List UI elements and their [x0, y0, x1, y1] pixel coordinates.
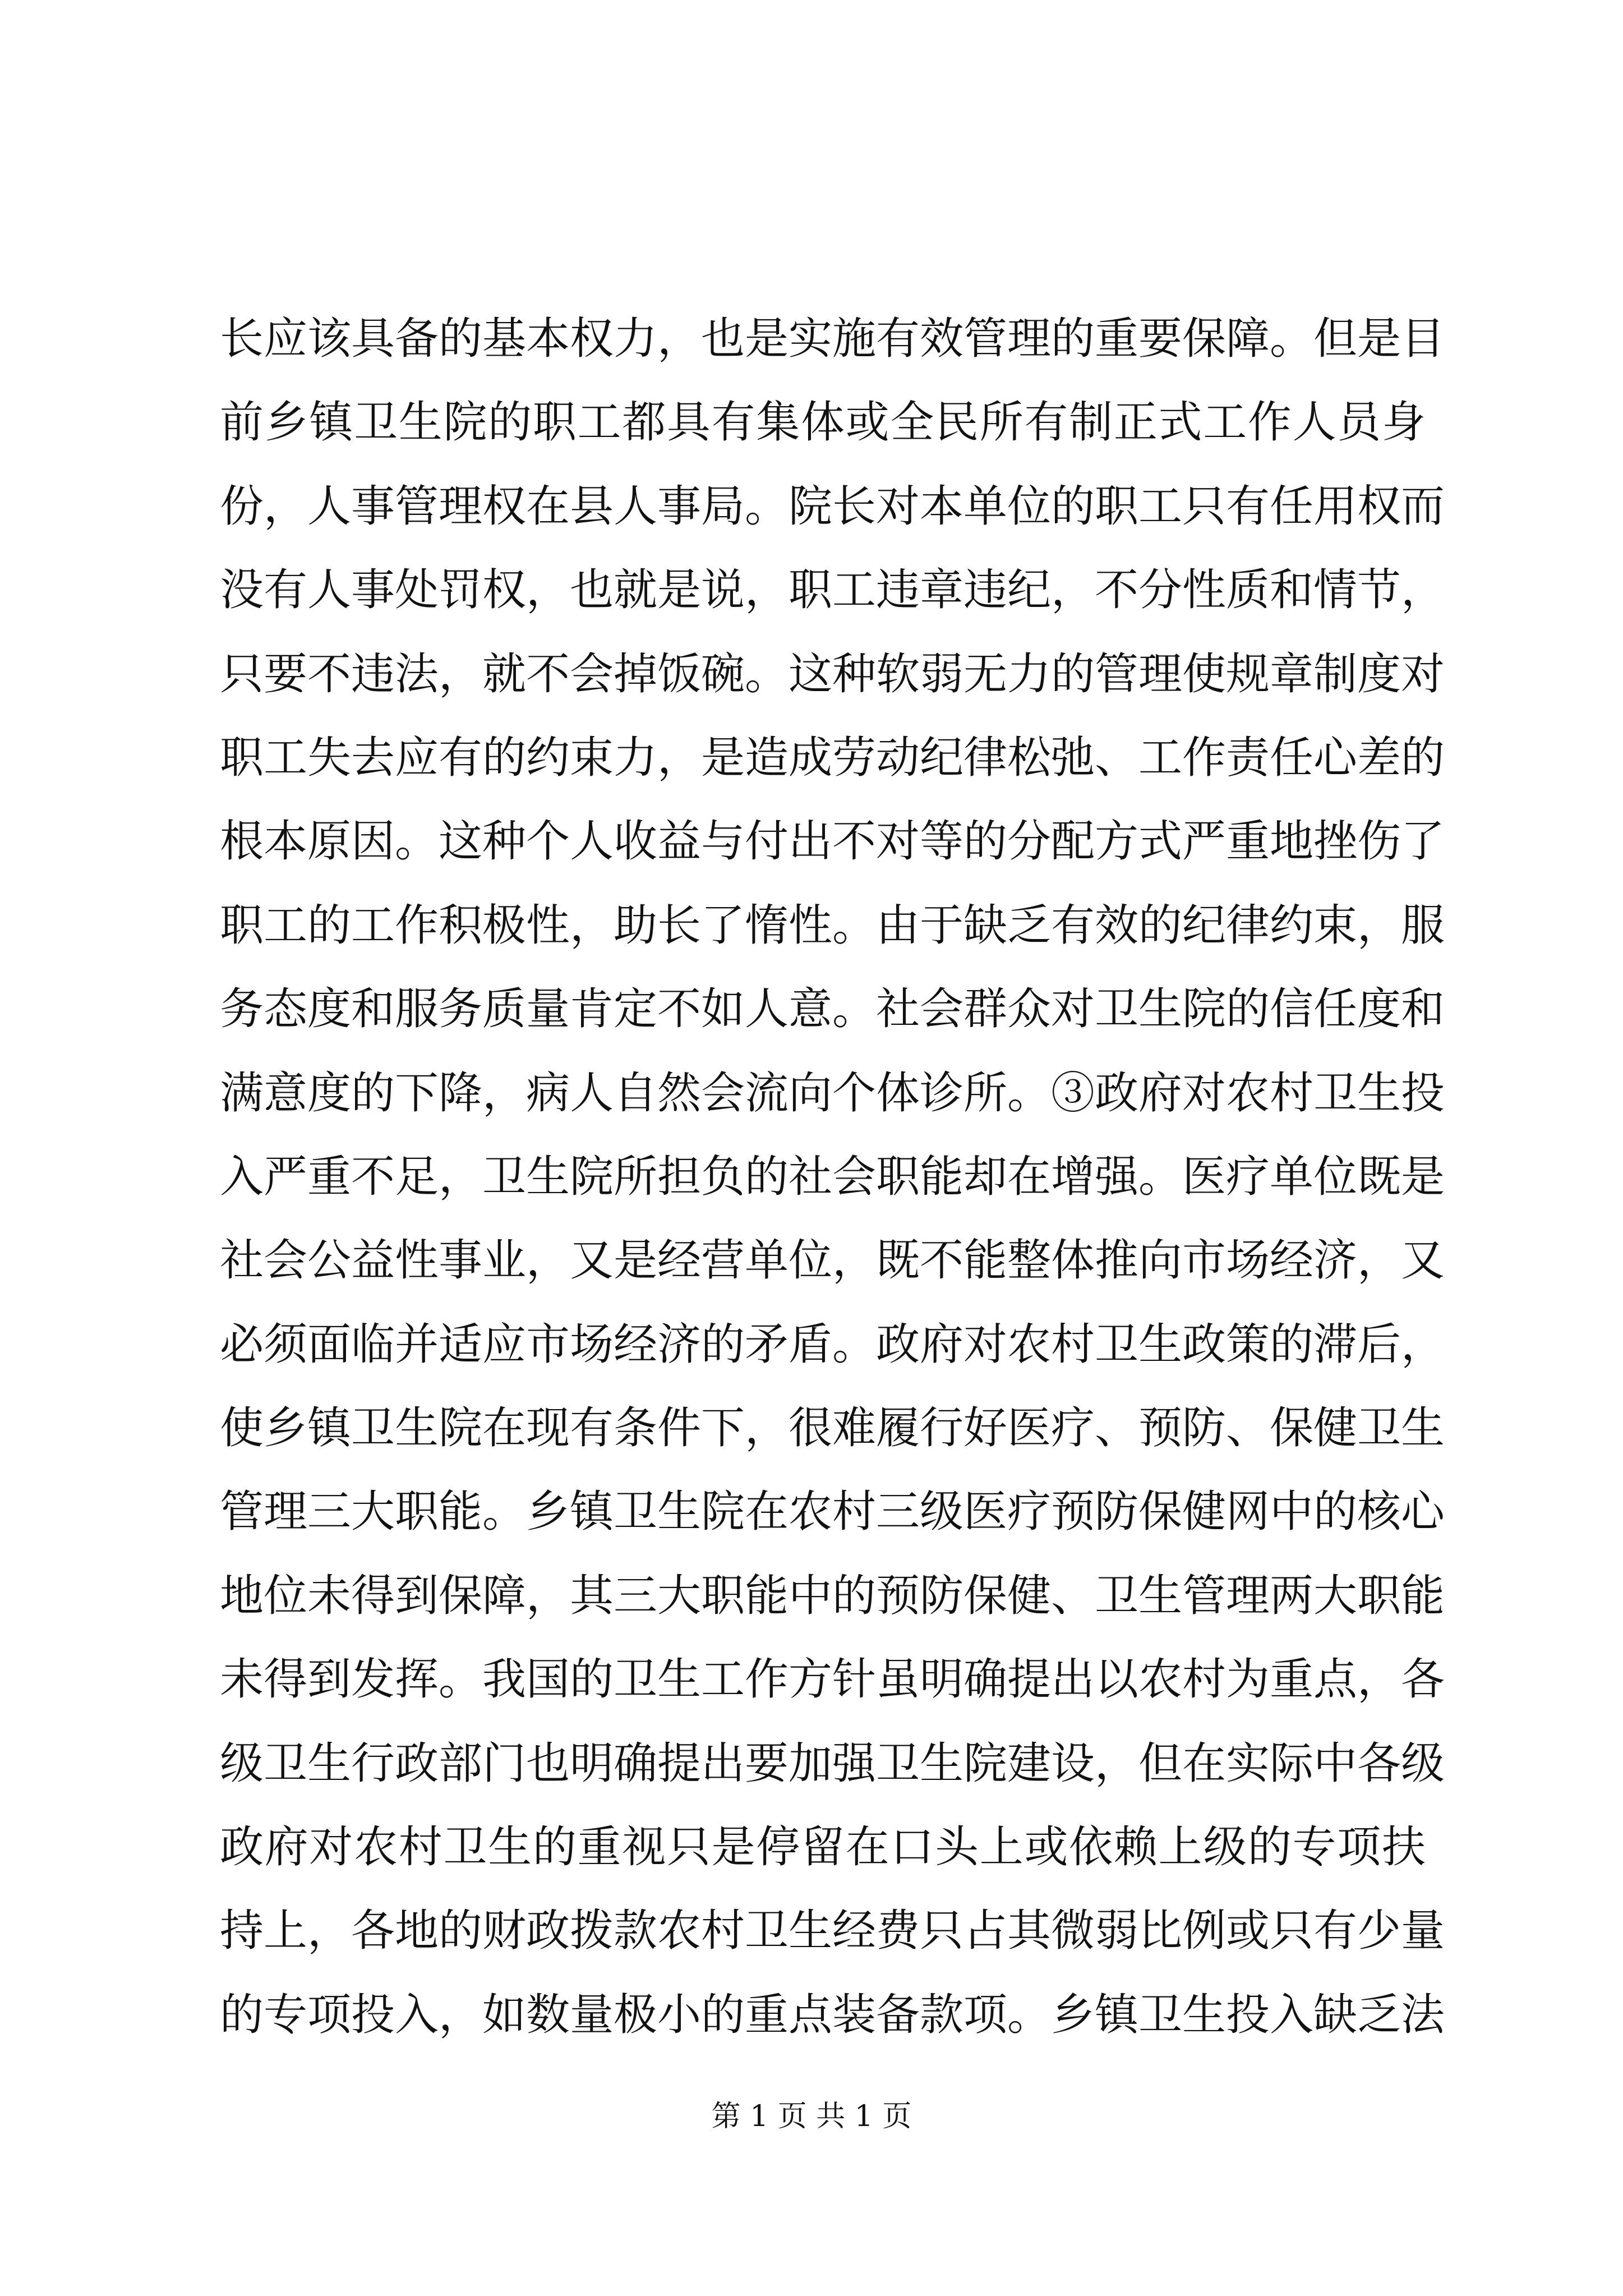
text-line: 持上，各地的财政拨款农村卫生经费只占其微弱比例或只有少量: [220, 1906, 1445, 1957]
text-line: 根本原因。这种个人收益与付出不对等的分配方式严重地挫伤了: [220, 816, 1445, 867]
text-line: 使乡镇卫生院在现有条件下，很难履行好医疗、预防、保健卫生: [220, 1403, 1445, 1454]
text-line: 管理三大职能。乡镇卫生院在农村三级医疗预防保健网中的核心: [220, 1487, 1445, 1538]
text-line: 的专项投入，如数量极小的重点装备款项。乡镇卫生投入缺乏法: [220, 1989, 1445, 2040]
text-line: 未得到发挥。我国的卫生工作方针虽明确提出以农村为重点，各: [220, 1654, 1445, 1705]
text-line: 长应该具备的基本权力，也是实施有效管理的重要保障。但是目: [220, 314, 1445, 364]
text-line: 前乡镇卫生院的职工都具有集体或全民所有制正式工作人员身: [220, 397, 1426, 448]
text-line: 只要不违法，就不会掉饭碗。这种软弱无力的管理使规章制度对: [220, 648, 1445, 700]
text-line: 必须面临并适应市场经济的矛盾。政府对农村卫生政策的滞后，: [220, 1319, 1445, 1370]
text-line: 职工的工作积极性，助长了惰性。由于缺乏有效的纪律约束，服: [220, 900, 1445, 951]
page-footer: 第 1 页 共 1 页: [711, 2100, 912, 2133]
text-line: 没有人事处罚权，也就是说，职工违章违纪，不分性质和情节，: [220, 565, 1445, 616]
text-line: 政府对农村卫生的重视只是停留在口头上或依赖上级的专项扶: [220, 1822, 1426, 1873]
text-line: 满意度的下降，病人自然会流向个体诊所。③政府对农村卫生投: [220, 1068, 1445, 1119]
text-line: 职工失去应有的约束力，是造成劳动纪律松弛、工作责任心差的: [220, 732, 1445, 783]
text-line: 级卫生行政部门也明确提出要加强卫生院建设，但在实际中各级: [220, 1738, 1445, 1789]
body-text: [220, 297, 1445, 2057]
text-line: 入严重不足，卫生院所担负的社会职能却在增强。医疗单位既是: [220, 1151, 1445, 1202]
text-line: 社会公益性事业，又是经营单位，既不能整体推向市场经济，又: [220, 1235, 1445, 1286]
text-line: 地位未得到保障，其三大职能中的预防保健、卫生管理两大职能: [220, 1570, 1445, 1621]
text-line: 份，人事管理权在县人事局。院长对本单位的职工只有任用权而: [220, 481, 1445, 532]
text-line: 务态度和服务质量肯定不如人意。社会群众对卫生院的信任度和: [220, 984, 1445, 1035]
